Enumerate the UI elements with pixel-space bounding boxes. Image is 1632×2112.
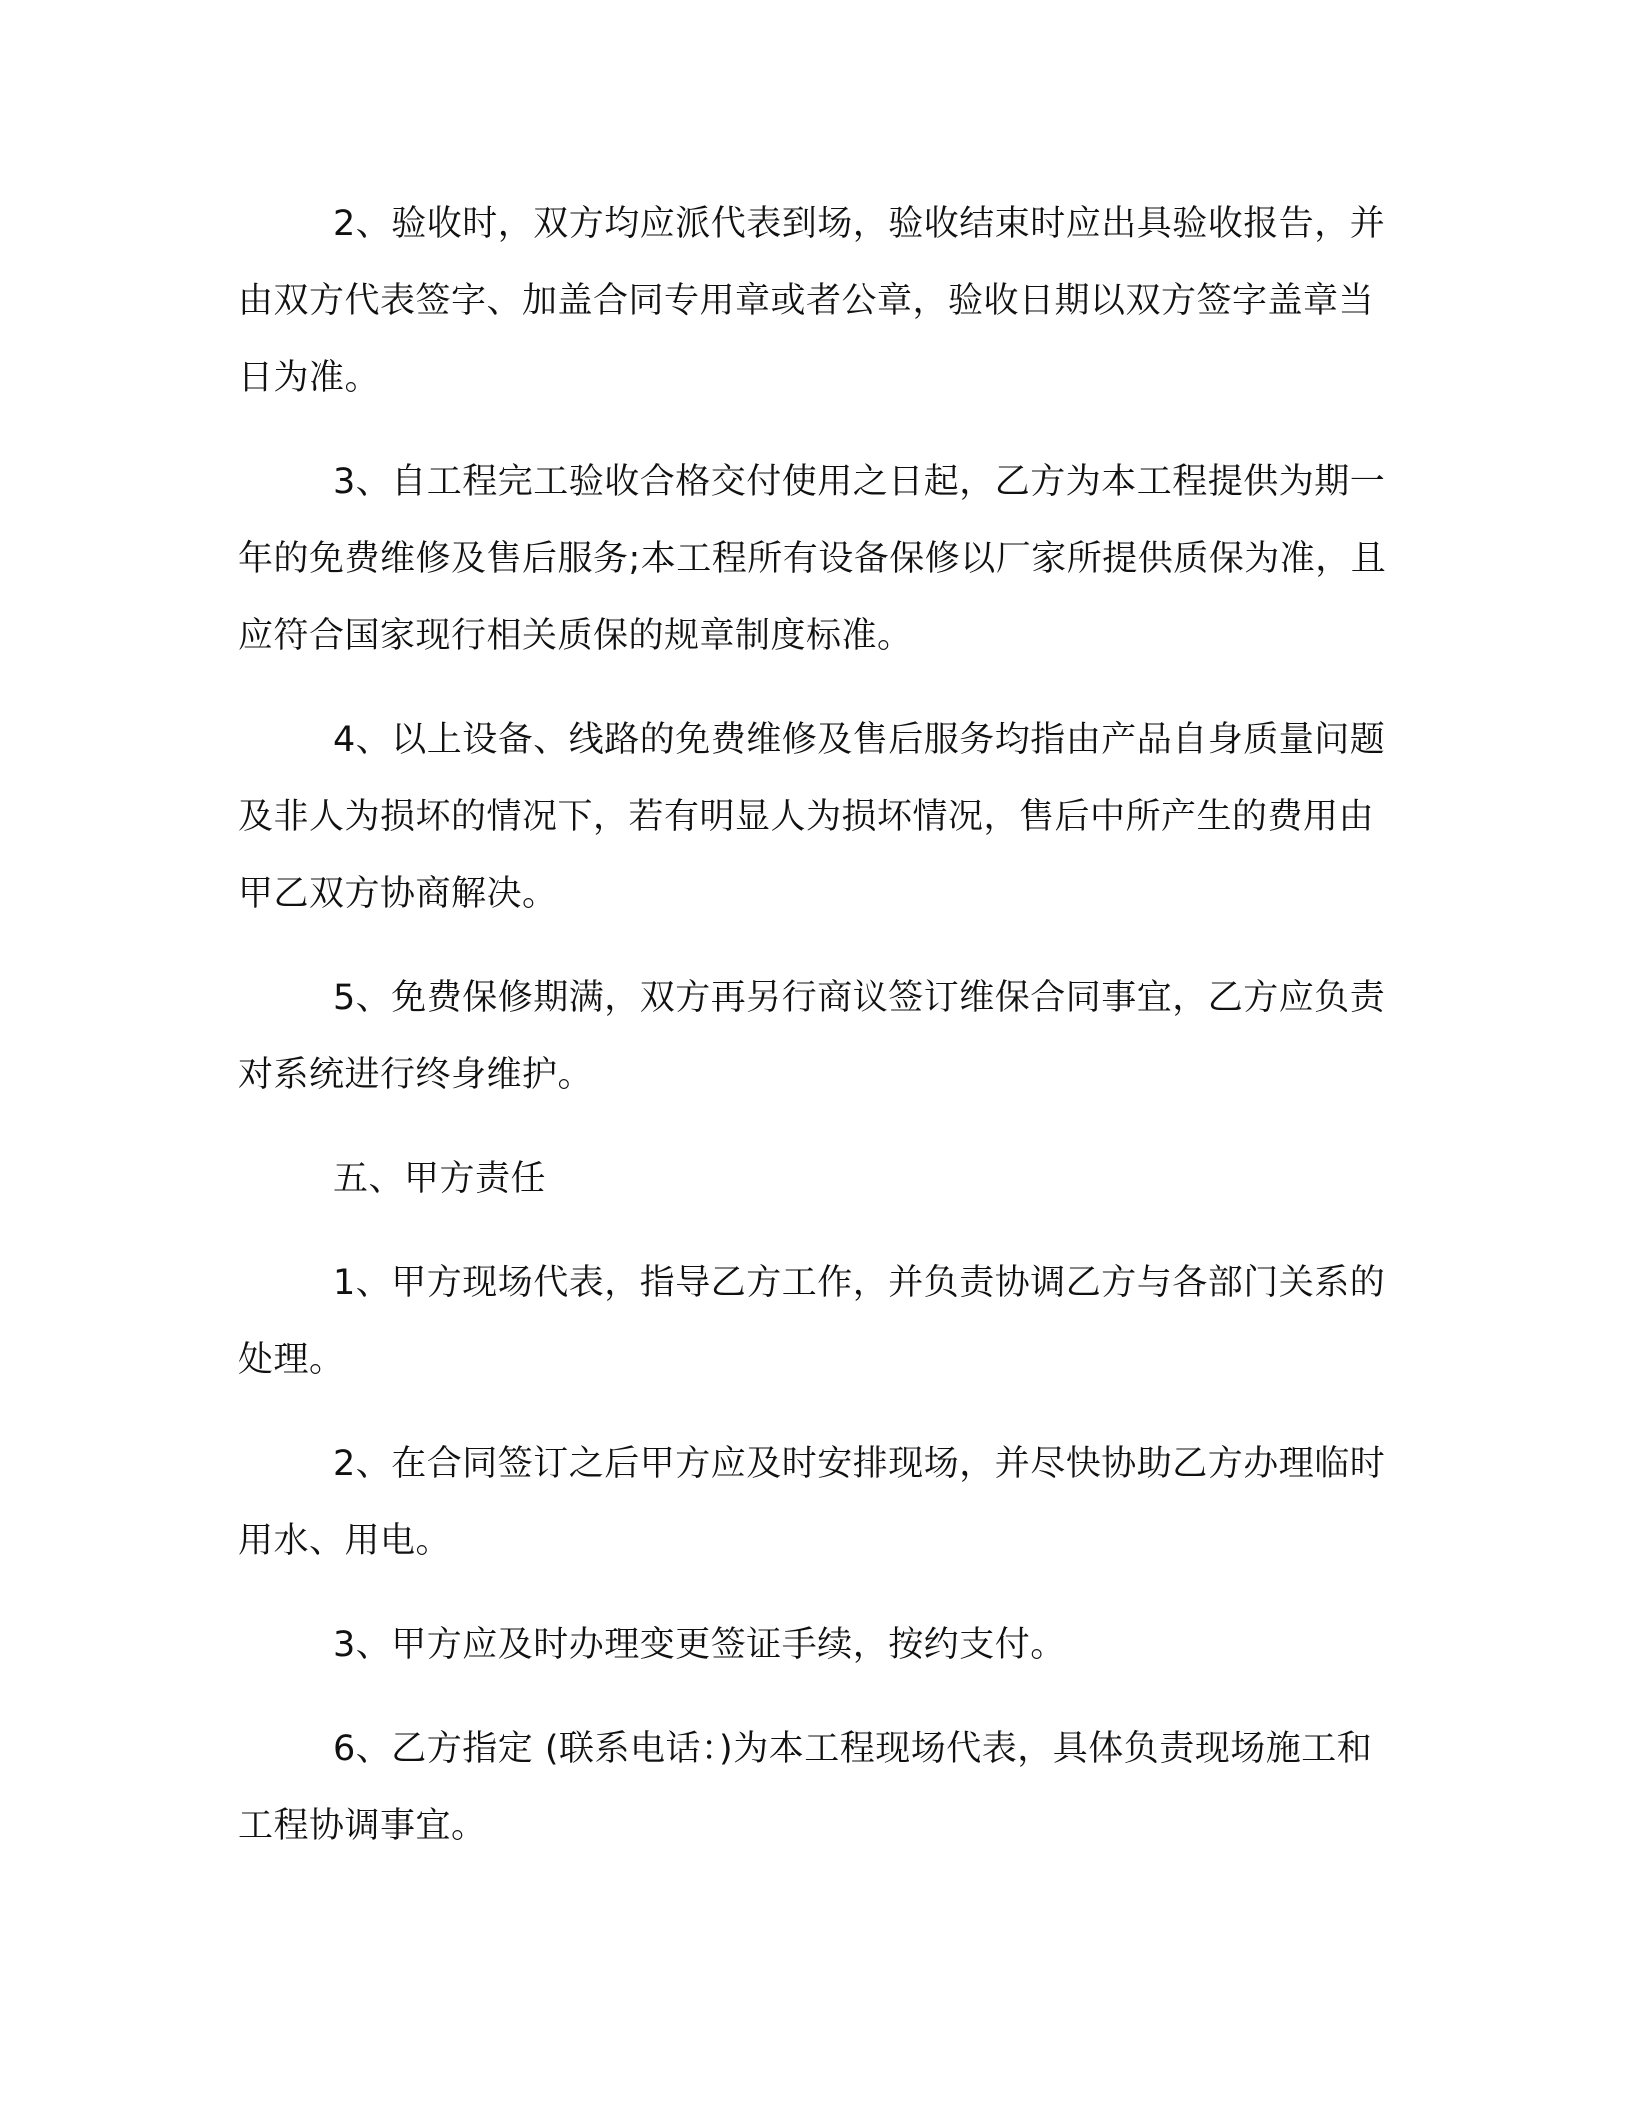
clause-acceptance-procedure: 2、验收时，双方均应派代表到场，验收结束时应出具验收报告，并由双方代表签字、加盖合同专用章或者公章，验收日期以双方签字盖章当日为准。	[238, 204, 1386, 398]
clause-site-arrangement: 2、在合同签订之后甲方应及时安排现场，并尽快协助乙方办理临时用水、用电。	[238, 1444, 1386, 1561]
clause-post-warranty-maintenance: 5、免费保修期满，双方再另行商议签订维保合同事宜，乙方应负责对系统进行终身维护。	[238, 978, 1386, 1095]
document-body	[238, 186, 1388, 1892]
clause-warranty-scope: 4、以上设备、线路的免费维修及售后服务均指由产品自身质量问题及非人为损坏的情况下，若有明显人为损坏情况，售后中所产生的费用由甲乙双方协商解决。	[238, 720, 1386, 914]
clause-party-b-site-representative: 6、乙方指定 (联系电话：)为本工程现场代表，具体负责现场施工和工程协调事宜。	[238, 1729, 1373, 1846]
section-heading-party-a-responsibilities: 五、甲方责任	[333, 1159, 547, 1199]
clause-warranty-period: 3、自工程完工验收合格交付使用之日起，乙方为本工程提供为期一年的免费维修及售后服务;本工程所有设备保修以厂家所提供质保为准，且应符合国家现行相关质保的规章制度标准。	[238, 462, 1387, 656]
clause-change-visa-payment: 3、甲方应及时办理变更签证手续，按约支付。	[333, 1625, 1066, 1665]
clause-party-a-representative: 1、甲方现场代表，指导乙方工作，并负责协调乙方与各部门关系的处理。	[238, 1263, 1386, 1380]
